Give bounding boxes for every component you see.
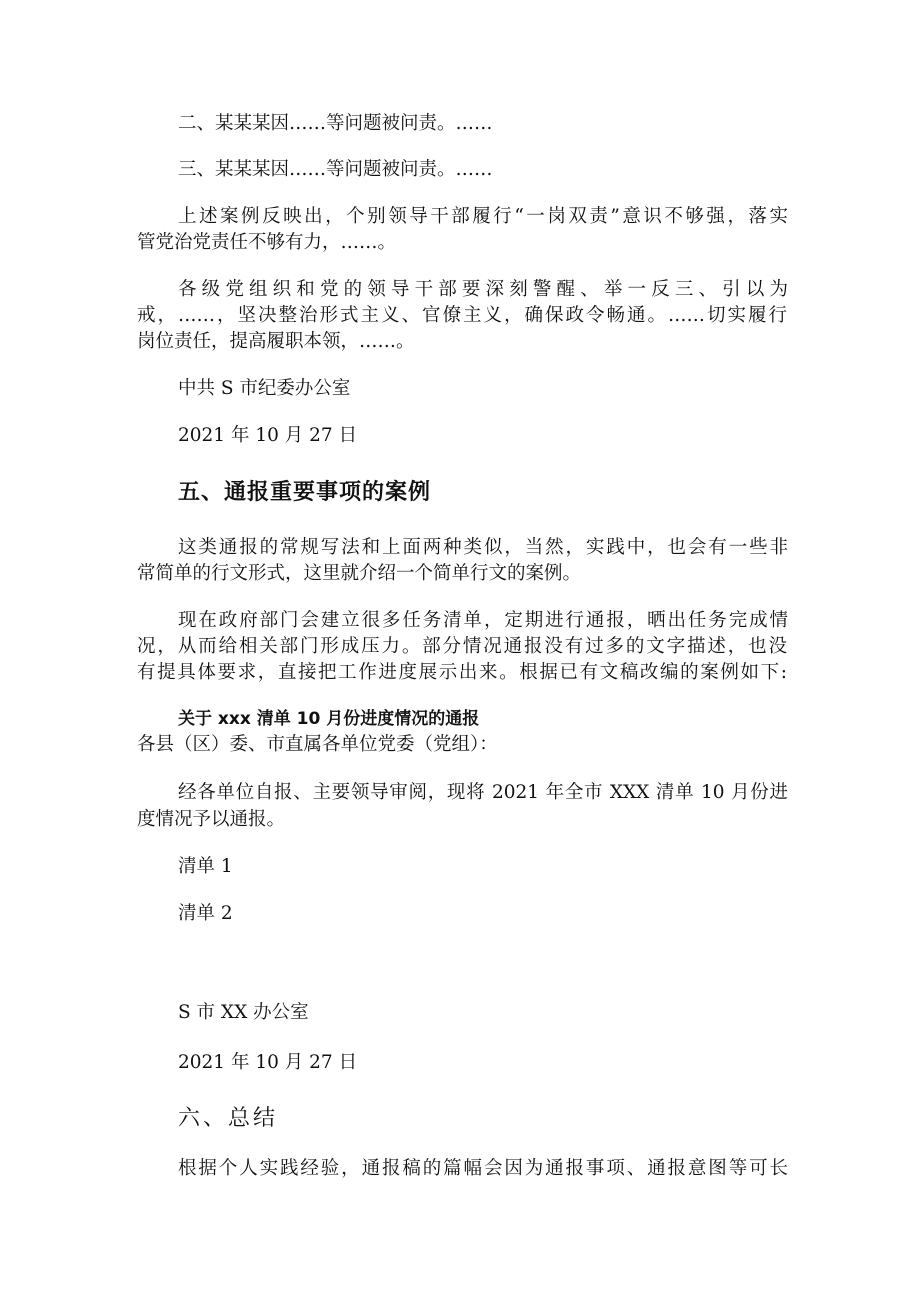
signature-org: 中共 S 市纪委办公室 (178, 378, 351, 399)
paragraph-line: 现在政府部门会建立很多任务清单，定期进行通报，晒出任务完成情 (178, 610, 788, 631)
paragraph-line: 根据个人实践经验，通报稿的篇幅会因为通报事项、通报意图等可长 (178, 1158, 788, 1179)
signature-date: 2021 年 10 月 27 日 (178, 1052, 358, 1073)
paragraph-line: 经各单位自报、主要领导审阅，现将 2021 年全市 XXX 清单 10 月份进 (178, 782, 788, 803)
paragraph-line: 这类通报的常规写法和上面两种类似，当然，实践中，也会有一些非 (178, 537, 788, 558)
paragraph-line: 三、某某某因……等问题被问责。…… (178, 159, 493, 180)
paragraph-line: 上述案例反映出，个别领导干部履行“一岗双责”意识不够强，落实 (178, 206, 788, 227)
list-item-1: 清单 1 (178, 856, 233, 877)
signature-date: 2021 年 10 月 27 日 (178, 425, 358, 446)
section-heading-5: 五、通报重要事项的案例 (178, 479, 432, 505)
paragraph-line: 况，从而给相关部门形成压力。部分情况通报没有过多的文字描述，也没 (137, 636, 787, 657)
signature-org: S 市 XX 办公室 (178, 1002, 309, 1023)
paragraph-line: 度情况予以通报。 (137, 809, 286, 830)
section-heading-6: 六、总结 (178, 1106, 279, 1131)
paragraph-line: 戒，……，坚决整治形式主义、官僚主义，确保政令畅通。……切实履行 (137, 305, 787, 326)
notice-title: 关于 xxx 清单 10 月份进度情况的通报 (178, 709, 480, 729)
paragraph-line: 有提具体要求，直接把工作进度展示出来。根据已有文稿改编的案例如下: (137, 662, 787, 683)
list-item-2: 清单 2 (178, 903, 233, 924)
paragraph-line: 管党治党责任不够有力，……。 (137, 232, 397, 253)
paragraph-line: 岗位责任，提高履职本领，……。 (137, 331, 415, 352)
paragraph-line: 二、某某某因……等问题被问责。…… (178, 113, 493, 134)
paragraph-line: 常简单的行文形式，这里就介绍一个简单行文的案例。 (137, 563, 582, 584)
notice-recipients: 各县（区）委、市直属各单位党委（党组）： (137, 734, 498, 755)
paragraph-line: 各级党组织和党的领导干部要深刻警醒、举一反三、引以为 (178, 279, 788, 300)
